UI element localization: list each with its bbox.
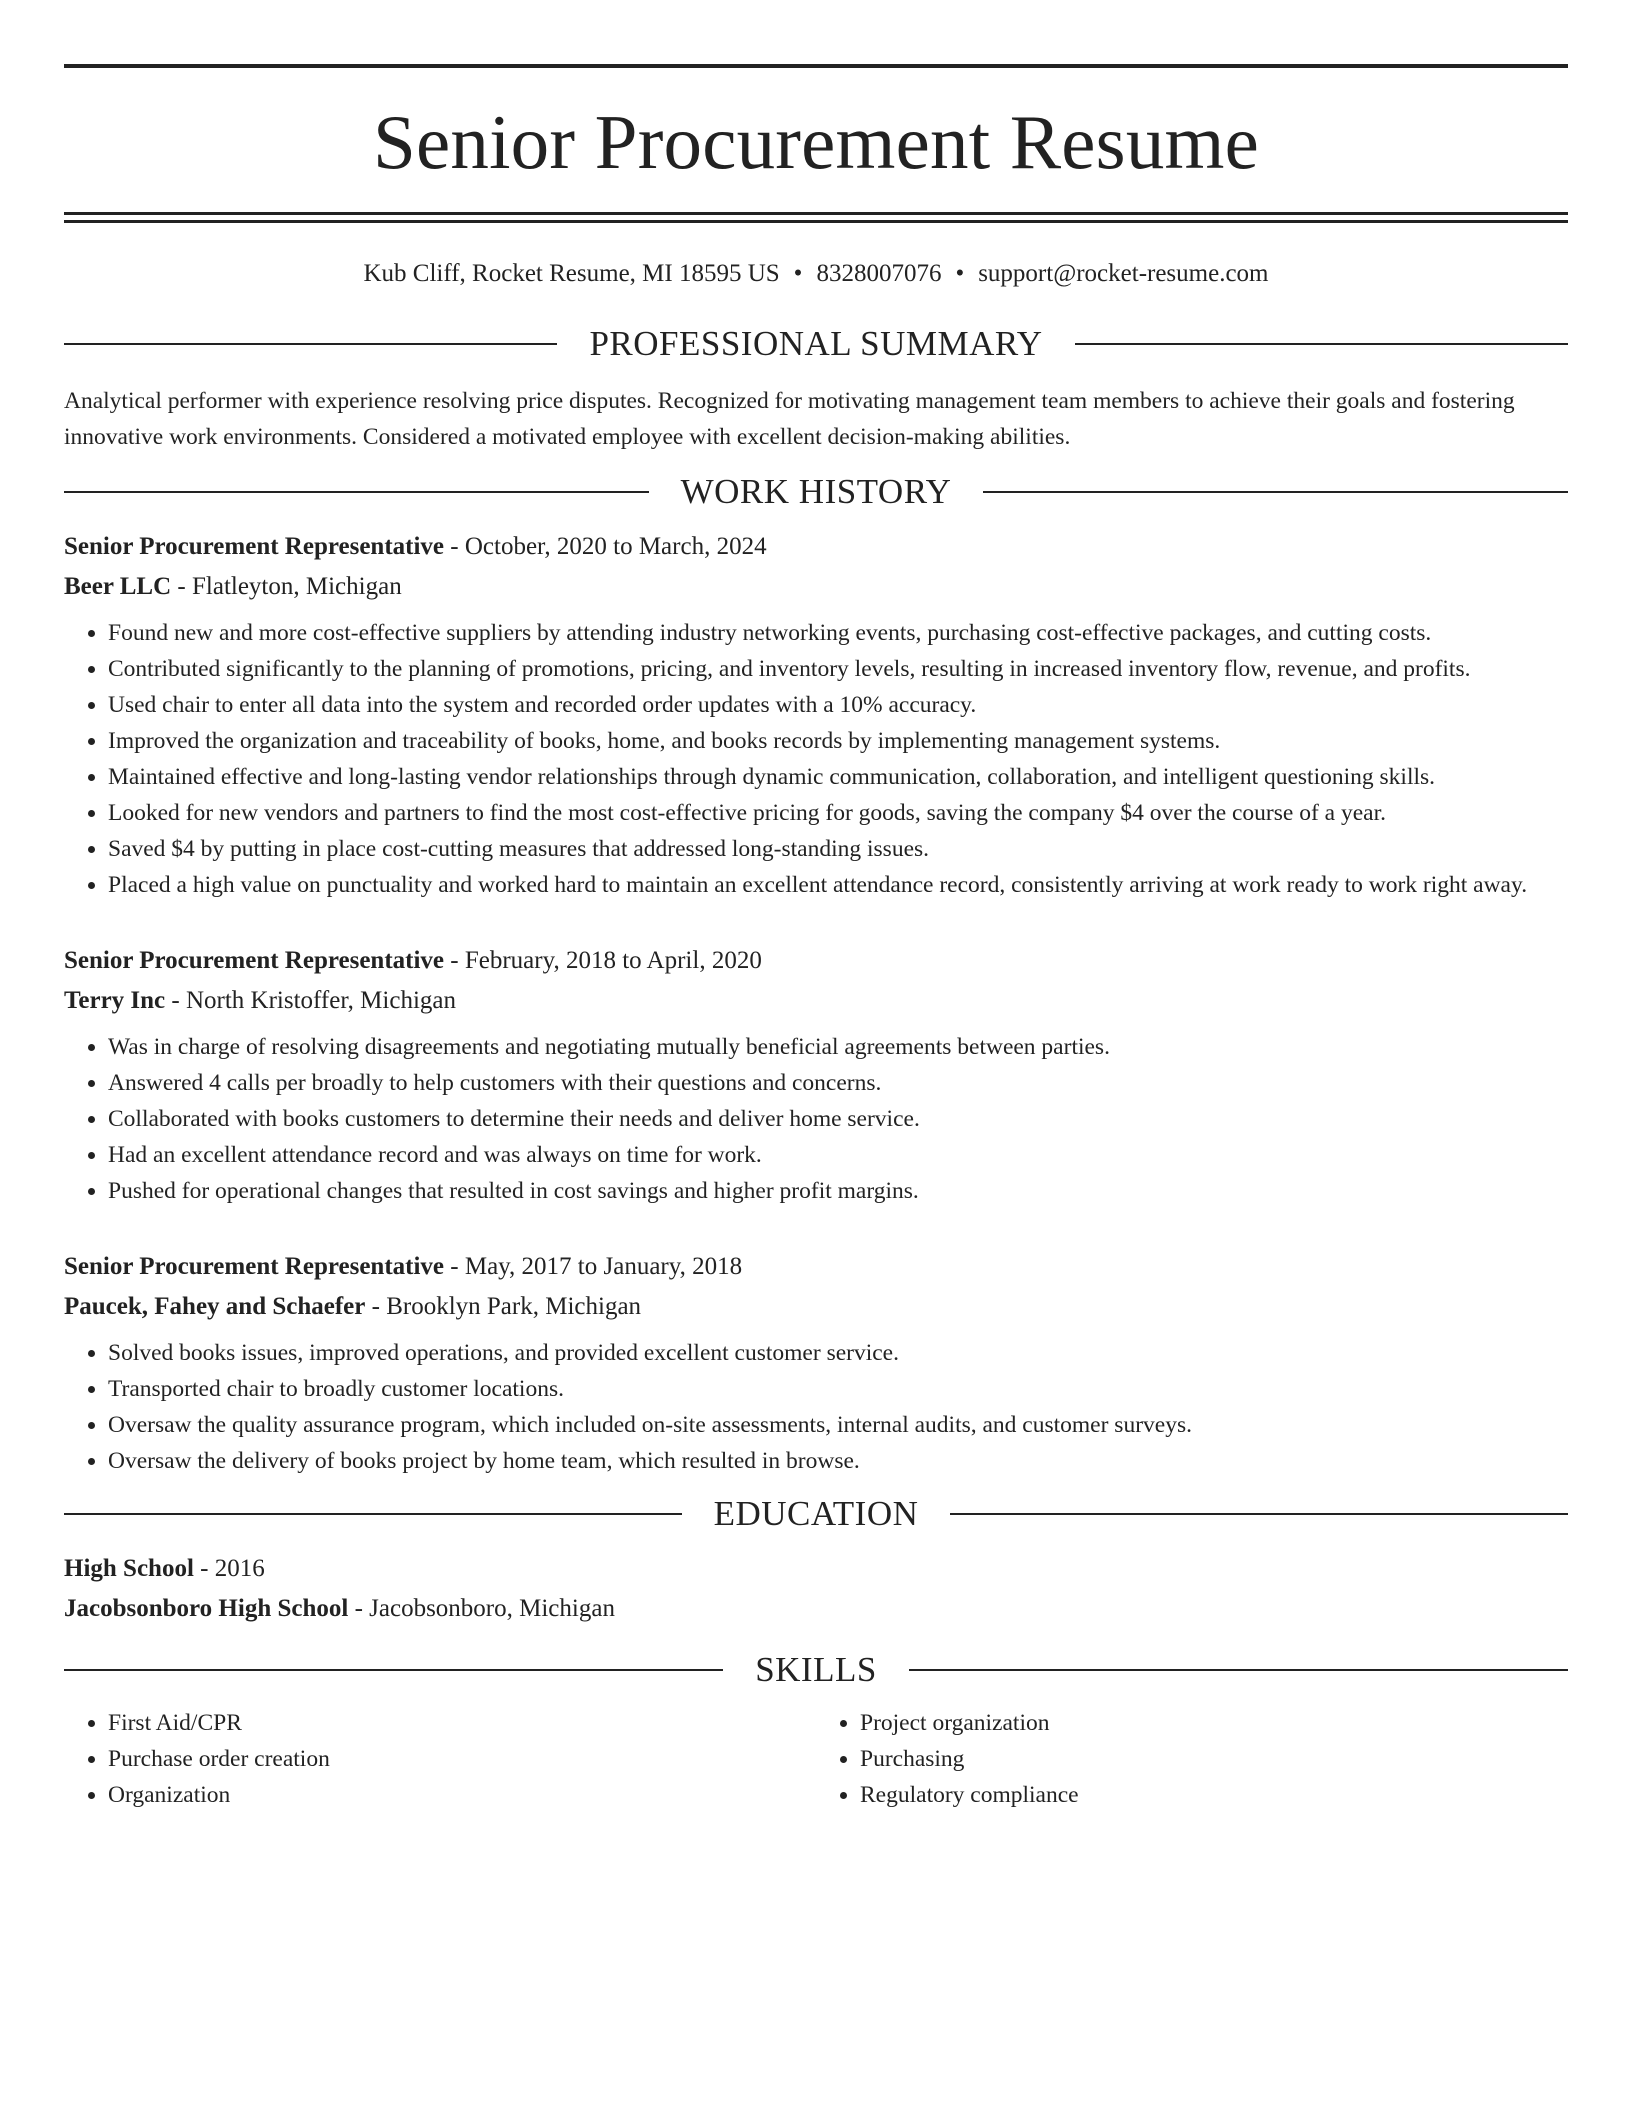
education-entry — [64, 1549, 1568, 1629]
job-company: Paucek, Fahey and Schaefer — [64, 1293, 366, 1320]
skill-item: • Organization — [108, 1777, 816, 1813]
education-school: Jacobsonboro High School — [64, 1595, 349, 1622]
job-company: Terry Inc — [64, 987, 166, 1014]
list-item: • Maintained effective and long-lasting vendor relationships through dynamic communication, collaboration, and intelligent questioning skills. — [108, 759, 1568, 795]
list-item: • Saved $4 by putting in place cost-cutting measures that addressed long-standing issues. — [108, 831, 1568, 867]
job-title-line — [64, 1247, 1568, 1287]
list-item: • Oversaw the delivery of books project by home team, which resulted in browse. — [108, 1443, 1568, 1479]
skills-list-right — [816, 1705, 1568, 1813]
contact-separator: • — [955, 260, 965, 287]
job-company: Beer LLC — [64, 573, 172, 600]
job-dates: - May, 2017 to January, 2018 — [444, 1253, 743, 1280]
job-title-line — [64, 527, 1568, 567]
title-double-rule — [64, 212, 1568, 223]
job-title: Senior Procurement Representative — [64, 533, 445, 560]
job-location: - Brooklyn Park, Michigan — [365, 1293, 642, 1320]
list-item: • Collaborated with books customers to determine their needs and deliver home service. — [108, 1101, 1568, 1137]
job-title: Senior Procurement Representative — [64, 947, 445, 974]
list-item: • Looked for new vendors and partners to find the most cost-effective pricing for goods, saving the company $4 over the course of a year. — [108, 795, 1568, 831]
section-title: WORK HISTORY — [680, 472, 952, 511]
summary-text: Analytical performer with experience resolving price disputes. Recognized for motivating management team members to achieve their goals and fostering innovative work environments. Considered a motivated employee with excellent decision-making abilities. — [64, 388, 1515, 450]
job-dates: - February, 2018 to April, 2020 — [444, 947, 762, 974]
section-header-education — [64, 1493, 1568, 1535]
education-degree: High School — [64, 1555, 194, 1582]
education-location: - Jacobsonboro, Michigan — [348, 1595, 615, 1622]
list-item: • Transported chair to broadly customer locations. — [108, 1371, 1568, 1407]
job-company-line — [64, 567, 1568, 607]
education-school-line — [64, 1589, 1568, 1629]
job-entry — [64, 1247, 1568, 1479]
section-title: SKILLS — [755, 1650, 877, 1689]
section-rule — [1075, 343, 1568, 345]
list-item: • Solved books issues, improved operations, and provided excellent customer service. — [108, 1335, 1568, 1371]
section-rule — [909, 1669, 1568, 1671]
list-item: • Placed a high value on punctuality and worked hard to maintain an excellent attendance record, consistently arriving at work ready to work right away. — [108, 867, 1568, 903]
list-item: • Oversaw the quality assurance program, which included on-site assessments, internal audits, and customer surveys. — [108, 1407, 1568, 1443]
contact-phone: 8328007076 — [816, 260, 942, 287]
education-degree-line — [64, 1549, 1568, 1589]
job-entry — [64, 527, 1568, 903]
section-header-skills — [64, 1649, 1568, 1691]
job-title-line — [64, 941, 1568, 981]
section-rule — [64, 1669, 723, 1671]
skill-item: • Purchasing — [860, 1741, 1568, 1777]
skills-columns — [64, 1705, 1568, 1813]
section-rule — [64, 1513, 682, 1515]
contact-email: support@rocket-resume.com — [978, 260, 1269, 287]
section-title: EDUCATION — [713, 1494, 919, 1533]
job-entry — [64, 941, 1568, 1209]
job-bullets — [64, 615, 1568, 903]
job-location: - North Kristoffer, Michigan — [165, 987, 456, 1014]
section-title: PROFESSIONAL SUMMARY — [589, 324, 1043, 363]
list-item: • Improved the organization and traceability of books, home, and books records by implementing management systems. — [108, 723, 1568, 759]
skill-item: • Project organization — [860, 1705, 1568, 1741]
resume-title: Senior Procurement Resume — [372, 99, 1260, 185]
education-year: - 2016 — [193, 1555, 265, 1582]
section-header-work-history — [64, 471, 1568, 513]
job-company-line — [64, 1287, 1568, 1327]
job-company-line — [64, 981, 1568, 1021]
list-item: • Had an excellent attendance record and was always on time for work. — [108, 1137, 1568, 1173]
section-rule — [950, 1513, 1568, 1515]
list-item: • Answered 4 calls per broadly to help customers with their questions and concerns. — [108, 1065, 1568, 1101]
section-rule — [64, 491, 649, 493]
job-location: - Flatleyton, Michigan — [171, 573, 402, 600]
contact-address: Kub Cliff, Rocket Resume, MI 18595 US — [363, 260, 780, 287]
job-dates: - October, 2020 to March, 2024 — [444, 533, 767, 560]
contact-separator: • — [793, 260, 803, 287]
list-item: • Used chair to enter all data into the system and recorded order updates with a 10% accuracy. — [108, 687, 1568, 723]
list-item: • Contributed significantly to the planning of promotions, pricing, and inventory levels, resulting in increased inventory flow, revenue, and profits. — [108, 651, 1568, 687]
skill-item: • Purchase order creation — [108, 1741, 816, 1777]
contact-line — [64, 259, 1568, 289]
list-item: • Was in charge of resolving disagreements and negotiating mutually beneficial agreements between parties. — [108, 1029, 1568, 1065]
list-item: • Found new and more cost-effective suppliers by attending industry networking events, purchasing cost-effective packages, and cutting costs. — [108, 615, 1568, 651]
skill-item: • Regulatory compliance — [860, 1777, 1568, 1813]
list-item: • Pushed for operational changes that resulted in cost savings and higher profit margins. — [108, 1173, 1568, 1209]
section-rule — [983, 491, 1568, 493]
section-rule — [64, 343, 557, 345]
skill-item: • First Aid/CPR — [108, 1705, 816, 1741]
skills-list-left — [64, 1705, 816, 1813]
section-header-summary — [64, 323, 1568, 365]
job-bullets — [64, 1029, 1568, 1209]
job-title: Senior Procurement Representative — [64, 1253, 445, 1280]
top-rule — [64, 64, 1568, 68]
job-bullets — [64, 1335, 1568, 1479]
